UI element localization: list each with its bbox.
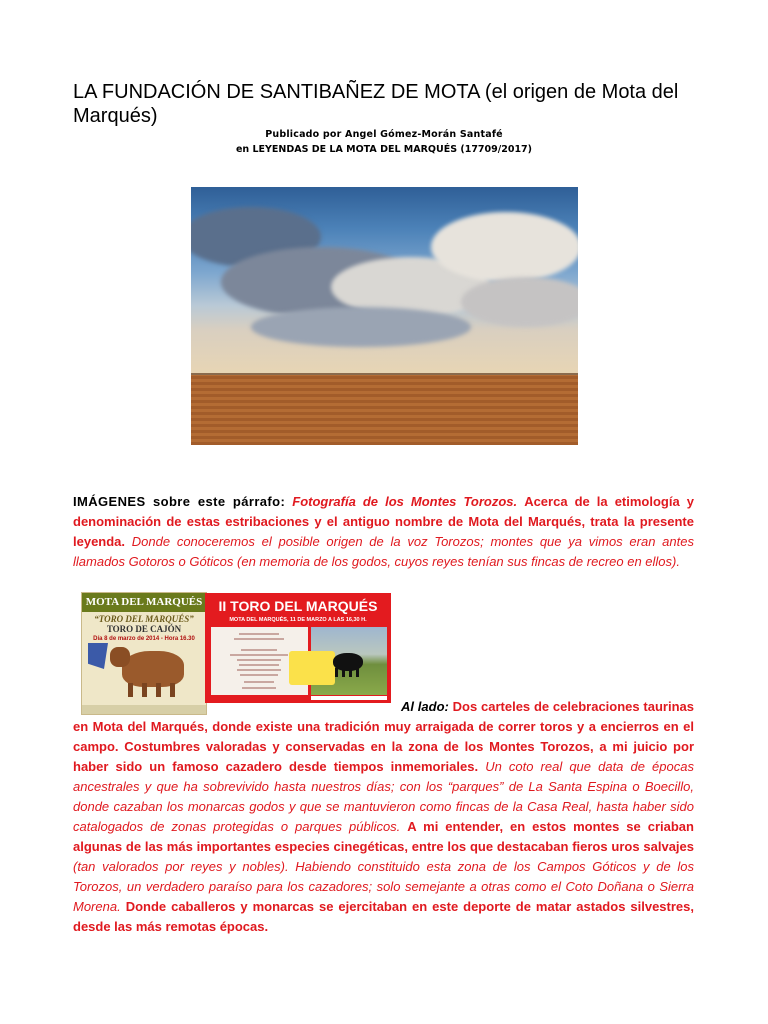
paragraph-1-bold: Acerca de la etimología y denominación de estas estribaciones y el antiguo nombre de Mota del Marqués, trata la presente leyenda. xyxy=(73,494,694,549)
photo-cloud xyxy=(431,212,578,282)
poster-text-line xyxy=(241,649,277,651)
paragraph-2 xyxy=(73,697,694,937)
photo-cloud xyxy=(251,307,471,347)
poster-right-subheading: MOTA DEL MARQUÉS, 11 DE MARZO A LAS 16,30 H. xyxy=(229,617,367,623)
paragraph-2-bold-1: Dos carteles de celebraciones taurinas en Mota del Marqués, donde existe una tradición muy arraigada de correr toros y a encierros en el campo. Costumbres valoradas y conservadas en la zona de los Montes Torozos, a mi juicio por haber sido un famoso cazadero desde tiempos inmemoriales. xyxy=(73,699,694,774)
paragraph-1-lead: IMÁGENES sobre este párrafo: xyxy=(73,494,286,509)
poster-text-line xyxy=(237,669,281,671)
poster-left-subtitle2: TORO DE CAJÓN xyxy=(106,624,182,634)
poster-text-line xyxy=(237,659,281,661)
landscape-photo xyxy=(191,187,578,445)
poster-right-heading: II TORO DEL MARQUÉS xyxy=(218,598,378,614)
poster-text-line xyxy=(244,681,274,683)
poster-text-line xyxy=(234,638,284,640)
paragraph-1 xyxy=(73,492,694,572)
paragraph-2-italic-1: Un coto real que data de épocas ancestrales y que ha sobrevivido hasta nuestros días; con los “parques” de La Santa Espina o Boecillo, donde cazaban los monarcas godos y que se mantuvieron como fincas de la Casa Real, hasta haber sido catalogados de zonas protegidas o parques públicos. xyxy=(73,759,694,834)
paragraph-2-bold-3: Donde caballeros y monarcas se ejercitaban en este deporte de matar astados silvestres, desde las más remotas épocas. xyxy=(73,899,694,934)
paragraph-2-italic-2: (tan valorados por reyes y nobles). Habiendo constituido esta zona de los Campos Góticos y de los Torozos, un verdadero paraíso para los cazadores; solo semejante a otras como el Coto Doñana o Sierra Morena. xyxy=(73,859,694,914)
bull-head-icon xyxy=(110,647,130,667)
byline-source: en LEYENDAS DE LA MOTA DEL MARQUÉS (17709/2017) xyxy=(235,144,533,155)
poster-text-line xyxy=(240,674,278,676)
poster-text-line xyxy=(239,664,279,666)
poster-text-line xyxy=(242,687,276,689)
bull-icon xyxy=(122,651,184,687)
byline-author: Publicado por Angel Gómez-Morán Santafé xyxy=(265,129,503,140)
poster-logo-icon xyxy=(88,643,108,669)
bull-legs-icon xyxy=(128,683,178,697)
paragraph-1-italic: Donde conoceremos el posible origen de la voz Torozos; montes que ya vimos eran antes llamados Gotoros o Góticos (en memoria de los godos, cuyos reyes tenían sus fincas de recreo en ellos). xyxy=(73,534,694,569)
poster-left-date: Día 8 de marzo de 2014 - Hora 16.30 xyxy=(93,636,195,642)
poster-badge xyxy=(289,651,335,685)
photo-field xyxy=(191,375,578,445)
paragraph-1-caption: Fotografía de los Montes Torozos. xyxy=(292,494,518,509)
poster-text-line xyxy=(230,654,288,656)
document-title: LA FUNDACIÓN DE SANTIBAÑEZ DE MOTA (el origen de Mota del Marqués) xyxy=(73,81,679,127)
poster-ii-toro-del-marques xyxy=(205,593,391,703)
paragraph-2-lead: Al lado: xyxy=(401,699,449,714)
black-bull-legs-icon xyxy=(335,668,361,677)
poster-text-line xyxy=(239,633,279,635)
poster-left-subtitle: “TORO DEL MARQUÉS” xyxy=(94,614,194,624)
paragraph-2-bold-2: A mi entender, en estos montes se criaban algunas de las más importantes especies cinegéticas, entre los que destacaban fieros uros salvajes xyxy=(73,819,694,854)
poster-left-heading: MOTA DEL MARQUÉS xyxy=(82,593,206,612)
